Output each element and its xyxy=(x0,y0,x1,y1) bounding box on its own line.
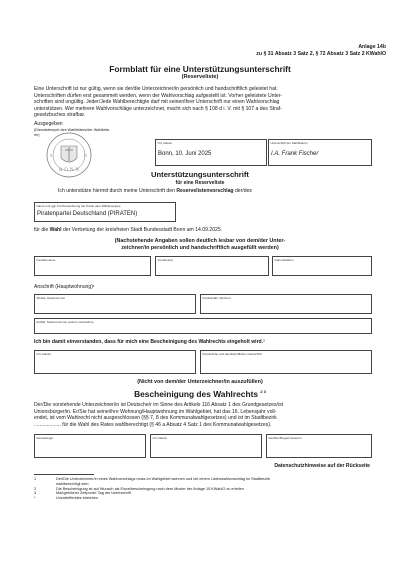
birthdate-field[interactable]: Geburtsdatum xyxy=(272,256,372,276)
footnote-item: 2 Die Bescheinigung ist auf Wunsch als Einzelbescheinigung nach dem Muster der Anlage 15 KWahlO zu erteilen xyxy=(34,486,244,491)
authority-signature-value: I.A. Frank Fischer xyxy=(271,151,319,157)
signer-signature-field[interactable]: Persönliche und handschriftliche Unterschrift xyxy=(200,350,372,374)
support-title: Unterstützungsunterschrift xyxy=(151,170,249,179)
form-title: Formblatt für eine Unterstützungsunterschrift xyxy=(109,64,291,74)
mayor-signature-field: Der/Die Bürgermeister/in xyxy=(266,434,372,458)
support-subtitle: für eine Reserveliste xyxy=(175,180,225,186)
annex-number: Anlage 14b xyxy=(358,44,386,50)
seal-text: BONN xyxy=(59,168,82,173)
footnote-divider xyxy=(34,474,94,475)
legibility-note-1: (Nachstehende Angaben sollen deutlich lesbar von dem/der Unter- xyxy=(114,238,286,244)
form-subtitle: (Reserveliste) xyxy=(181,74,219,80)
annex-reference: zu § 31 Absatz 3 Satz 2, § 72 Absatz 3 Satz 2 KWahlO xyxy=(256,51,386,57)
street-field[interactable]: Straße, Hausnummer xyxy=(34,294,196,314)
firstname-field[interactable]: Vorname(n) xyxy=(155,256,269,276)
office-seal-field: Dienstsiegel xyxy=(34,434,146,458)
intro-paragraph: Eine Unterschrift ist nur gültig, wenn sie der/die Unterzeichner/in persönlich und handschriftlich geleistet hat. Unterschriften dürfen erst gesammelt werden, wenn der Wahlvorschlag aufgestellt ist. Vorher geleistete Unter- schriften sind ungültig. Jeder/Jede Wahlberechtigte darf mit seiner/ihrer Unterschrift nur einen Wahlvorschlag unterstützen. Wer mehrere Wahlvorschläge unterzeichnet, macht sich nach § 108 d i. V. mit § 107 a des Straf- gesetzbuches strafbar. xyxy=(34,86,283,119)
footnote-item: wahlberechtigt sein xyxy=(56,481,89,486)
election-statement: für die Wahl der Vertretung der kreisfreien Stadt Bundesstadt Bonn am 14.09.2025. xyxy=(34,227,223,233)
certificate-title: Bescheinigung des Wahlrechts $^{2 3}$ xyxy=(134,389,266,399)
surname-field[interactable]: Familienname xyxy=(34,256,151,276)
support-intro: Ich unterstütze hiermit durch meine Unterschrift den Reservelistenvorschlag der/des xyxy=(58,188,252,194)
issued-sublabel-2: rin) xyxy=(34,133,40,137)
footnote-item: 1 Der/Die Unterzeichner/in eines Wahlvorschlags muss im Wahlgebiet wohnen und bei einem Listenwahlvorschlag im Stadtbezirk xyxy=(34,477,271,481)
issued-sublabel: (Dienststempel des Wahlleiters/der Wahlleite- xyxy=(34,128,111,132)
footnote-item: 3 Maßgeblicher Zeitpunkt: Tag der Unterschrift xyxy=(34,491,131,496)
legibility-note-2: zeichner/in persönlich und handschriftlich ausgefüllt werden) xyxy=(121,245,279,251)
party-name-value: Piratenpartei Deutschland (PIRATEN) xyxy=(37,211,138,217)
footnote-item: * Unzutreffendes streichen xyxy=(34,496,99,501)
footnotes xyxy=(34,477,270,501)
signer-place-date-field[interactable]: Ort, Datum xyxy=(34,350,196,374)
not-signer-note: (Nicht von dem/der Unterzeichner/in auszufüllen) xyxy=(137,379,263,385)
privacy-note: Datenschutzhinweise auf der Rückseite xyxy=(274,463,370,469)
consent-statement: Ich bin damit einverstanden, dass für mich eine Bescheinigung des Wahlrechts eingeholt wird.² xyxy=(34,339,265,345)
postcode-city-field[interactable]: Postleitzahl, Wohnort xyxy=(200,294,372,314)
svg-text:S: S xyxy=(50,153,53,158)
svg-text:D: D xyxy=(84,153,87,158)
certificate-text: Der/Die vorstehende Unterzeichner/in ist Deutsche/r im Sinne des Artikels 116 Absatz 1 des Grundgesetzes/ist Unionsbürger/in. Er/Sie hat seine/ihre Wohnung/Hauptwohnung im Wahlgebiet, hat das 16. Lebensjahr voll- endet, ist vom Wahlrecht nicht ausgeschlossen (§§ 7, 8 des Kommunalwahlgesetzes) und ist im Stadtbezirk ................... für die Wahl des Rates wahlberechtigt (§ 46 a Absatz 4 Satz 1 des Kommunalwahlgesetzes). xyxy=(34,402,284,428)
party-name-field: Name und ggf. Kurzbezeichnung der Partei oder Wählergruppe Piratenpartei Deutschland (PIRATEN) xyxy=(34,202,176,222)
authority-signature-field: Unterschrift der Wahlleiterin I.A. Frank Fischer xyxy=(268,139,372,166)
address-heading: Anschrift (Hauptwohnung)¹ xyxy=(34,284,95,290)
certificate-place-date-field: Ort, Datum xyxy=(150,434,262,458)
issued-label: Ausgegeben xyxy=(34,121,63,127)
issued-place-date-value: Bonn, 10. Juni 2025 xyxy=(158,151,212,157)
issued-place-date-field: Ort, Datum Bonn, 10. Juni 2025 xyxy=(155,139,267,166)
email-phone-field[interactable]: E-Mail, Telefonnummer (sofern vorhanden) xyxy=(34,318,372,334)
